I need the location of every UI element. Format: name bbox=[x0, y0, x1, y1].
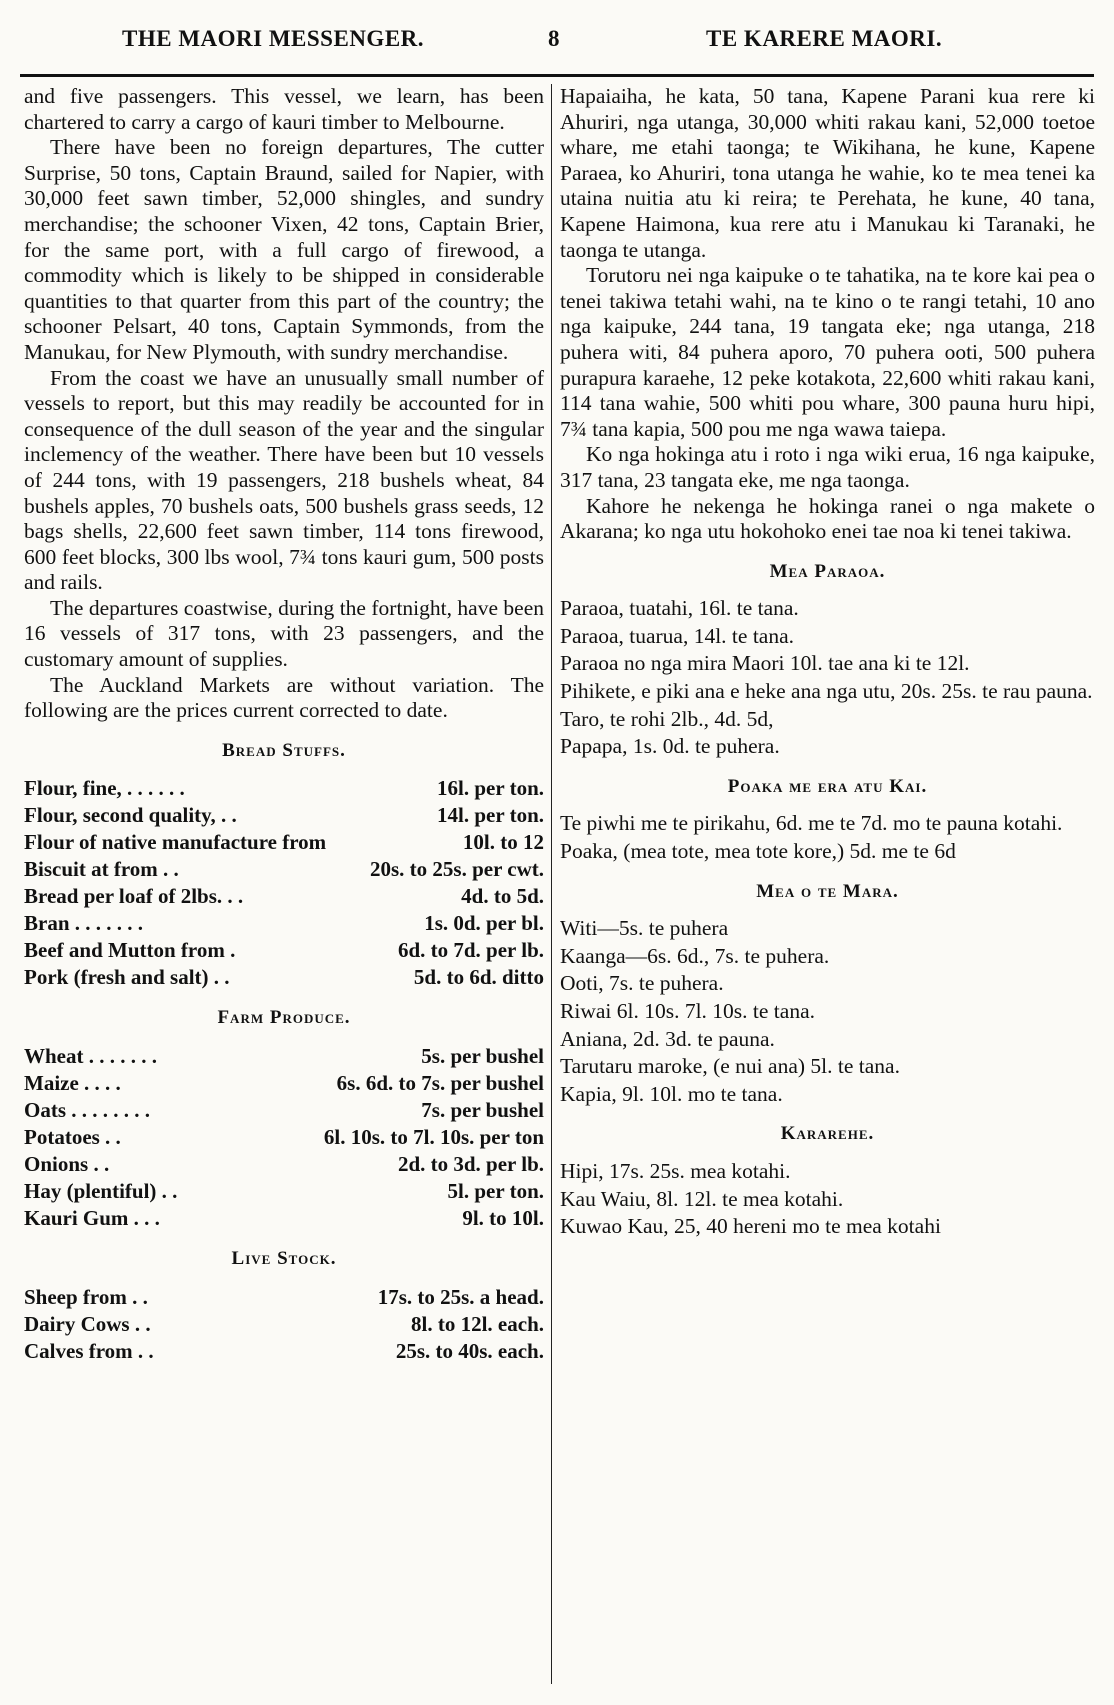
price-value: 4d. to 5d. bbox=[461, 884, 544, 909]
list-item: Taro, te rohi 2lb., 4d. 5d, bbox=[560, 706, 774, 731]
price-value: 8l. to 12l. each. bbox=[411, 1311, 544, 1336]
section-heading: Mea Paraoa. bbox=[769, 560, 886, 582]
list-item: Paraoa, tuarua, 14l. te tana. bbox=[560, 623, 795, 648]
list-item: Pihikete, e piki ana e heke ana nga utu, 20s. 25s. te rau pauna. bbox=[560, 679, 1093, 704]
maori-paragraph: Hapaiaiha, he kata, 50 tana, Kapene Parani kua rere ki Ahuriri, nga utanga, 30,000 whiti rakau kani, 52,000 toetoe whare, me etahi taonga; te Wikihana, he kune, Kapene Paraea, ko Ahuriri, tona utanga he wahie, ko te mea tenei ka utaina nuitia atu ki reira; te Perehata, he kune, 40 tana, Kapene Haimona, kua rere atu i Manukau ki Taranaki, he taonga te utanga. bbox=[560, 84, 1095, 262]
list-item: Aniana, 2d. 3d. te pauna. bbox=[560, 1026, 775, 1051]
price-value: 17s. to 25s. a head. bbox=[377, 1284, 544, 1309]
price-label: Oats . . . . . . . . bbox=[24, 1098, 150, 1123]
price-label: Beef and Mutton from . bbox=[24, 938, 236, 963]
section-heading: Live Stock. bbox=[231, 1248, 337, 1270]
list-item: Kaanga—6s. 6d., 7s. te puhera. bbox=[560, 943, 830, 968]
maori-paragraph: Torutoru nei nga kaipuke o te tahatika, na te kore kai pea o tenei takiwa tetahi wahi, na te kino o te rangi tetahi, 10 ano nga kaipuke, 244 tana, 19 tangata eke; nga utanga, 218 puhera witi, 84 puhera aporo, 70 puhera ooti, 500 puhera purapura karaehe, 12 peke kotakota, 22,600 whiti rakau kani, 114 tana wahie, 500 whiti pou whare, 300 pauna huru hipi, 7¾ tana kapia, 500 pou me nga wawa taiepa. bbox=[560, 263, 1095, 441]
list-item: Paraoa no nga mira Maori 10l. tae ana ki te 12l. bbox=[560, 651, 970, 676]
list-item: Riwai 6l. 10s. 7l. 10s. te tana. bbox=[560, 999, 815, 1023]
price-label: Hay (plentiful) . . bbox=[24, 1179, 178, 1204]
price-row bbox=[24, 1151, 544, 1178]
header-rule bbox=[20, 74, 1094, 77]
price-row bbox=[24, 883, 544, 910]
price-value: 6s. 6d. to 7s. per bushel bbox=[336, 1071, 544, 1096]
price-value: 14l. per ton. bbox=[437, 803, 544, 828]
list-item: Ooti, 7s. te puhera. bbox=[560, 971, 724, 996]
list-item: Poaka, (mea tote, mea tote kore,) 5d. me te 6d bbox=[560, 839, 956, 864]
price-label: Flour, second quality, . . bbox=[24, 803, 237, 828]
price-label: Potatoes . . bbox=[24, 1125, 121, 1150]
price-label: Pork (fresh and salt) . . bbox=[24, 965, 230, 990]
price-value: 6l. 10s. to 7l. 10s. per ton bbox=[323, 1125, 544, 1150]
list-item: Te piwhi me te pirikahu, 6d. me te 7d. mo te pauna kotahi. bbox=[560, 811, 1063, 836]
price-row bbox=[24, 1284, 544, 1311]
price-value: 25s. to 40s. each. bbox=[395, 1338, 544, 1363]
price-label: Flour, fine, . . . . . . bbox=[24, 776, 185, 801]
price-row bbox=[24, 775, 544, 802]
list-item: Witi—5s. te puhera bbox=[560, 916, 729, 941]
price-label: Maize . . . . bbox=[24, 1071, 121, 1096]
english-paragraph: and five passengers. This vessel, we learn, has been chartered to carry a cargo of kauri timber to Melbourne. bbox=[24, 84, 544, 134]
price-label: Dairy Cows . . bbox=[24, 1311, 151, 1336]
price-row bbox=[24, 829, 544, 856]
maori-title: TE KARERE MAORI. bbox=[706, 26, 943, 51]
price-label: Bread per loaf of 2lbs. . . bbox=[24, 884, 244, 909]
list-item: Kau Waiu, 8l. 12l. te mea kotahi. bbox=[560, 1186, 844, 1211]
english-paragraph: The Auckland Markets are without variation. The following are the prices current corrected to date. bbox=[24, 672, 544, 723]
price-value: 1s. 0d. per bl. bbox=[424, 911, 544, 936]
price-row bbox=[24, 1097, 544, 1124]
section-heading: Farm Produce. bbox=[217, 1007, 351, 1029]
section-heading: Mea o te Mara. bbox=[756, 880, 899, 902]
price-value: 10l. to 12 bbox=[462, 830, 544, 855]
masthead bbox=[20, 18, 1094, 62]
price-label: Flour of native manufacture from bbox=[24, 830, 327, 855]
english-title: THE MAORI MESSENGER. bbox=[122, 26, 425, 51]
list-item: Kapia, 9l. 10l. mo te tana. bbox=[560, 1081, 783, 1106]
price-label: Kauri Gum . . . bbox=[24, 1206, 160, 1231]
price-row bbox=[24, 1205, 544, 1232]
price-row bbox=[24, 964, 544, 991]
price-label: Wheat . . . . . . . bbox=[24, 1044, 157, 1069]
list-item: Papapa, 1s. 0d. te puhera. bbox=[560, 734, 780, 759]
price-row bbox=[24, 1311, 544, 1338]
price-row bbox=[24, 1124, 544, 1151]
list-item: Kuwao Kau, 25, 40 hereni mo te mea kotahi bbox=[560, 1214, 941, 1239]
english-paragraph: There have been no foreign departures, The cutter Surprise, 50 tons, Captain Braund, sailed for Napier, with 30,000 feet sawn timber, 52,000 shingles, and sundry merchandise; the schooner Vixen, 42 tons, Captain Brier, for the same port, with a full cargo of firewood, a commodity which is likely to be shipped in considerable quantities to that quarter from this part of the country; the schooner Pelsart, 40 tons, Captain Symmonds, from the Manukau, for New Plymouth, with sundry merchandise. bbox=[24, 135, 544, 364]
maori-paragraph: Ko nga hokinga atu i roto i nga wiki erua, 16 nga kaipuke, 317 tana, 23 tangata eke, me nga taonga. bbox=[560, 442, 1095, 492]
list-item: Tarutaru maroke, (e nui ana) 5l. te tana. bbox=[560, 1054, 900, 1079]
section-heading: Bread Stuffs. bbox=[222, 739, 346, 761]
price-row bbox=[24, 856, 544, 883]
price-row bbox=[24, 1338, 544, 1365]
price-value: 6d. to 7d. per lb. bbox=[397, 938, 544, 963]
section-heading: Poaka me era atu Kai. bbox=[727, 775, 928, 797]
english-paragraph: The departures coastwise, during the fortnight, have been 16 vessels of 317 tons, with 23 passengers, and the customary amount of supplies. bbox=[24, 595, 544, 672]
list-item: Paraoa, tuatahi, 16l. te tana. bbox=[560, 596, 799, 621]
price-value: 9l. to 10l. bbox=[462, 1206, 544, 1231]
maori-paragraph: Kahore he nekenga he hokinga ranei o nga makete o Akarana; ko nga utu hokohoko enei tae noa ki tenei takiwa. bbox=[560, 493, 1095, 544]
price-row bbox=[24, 1070, 544, 1097]
price-label: Sheep from . . bbox=[24, 1284, 148, 1309]
price-row bbox=[24, 1043, 544, 1070]
price-label: Bran . . . . . . . bbox=[24, 911, 144, 936]
price-row bbox=[24, 1178, 544, 1205]
price-value: 5s. per bushel bbox=[421, 1044, 544, 1069]
price-value: 20s. to 25s. per cwt. bbox=[369, 857, 544, 882]
list-item: Hipi, 17s. 25s. mea kotahi. bbox=[560, 1158, 791, 1183]
english-column bbox=[24, 84, 544, 1365]
page-number: 8 bbox=[548, 26, 560, 51]
price-row bbox=[24, 910, 544, 937]
price-value: 5d. to 6d. ditto bbox=[413, 965, 544, 990]
maori-column bbox=[560, 84, 1095, 1242]
price-row bbox=[24, 937, 544, 964]
price-value: 5l. per ton. bbox=[447, 1179, 544, 1204]
price-value: 16l. per ton. bbox=[437, 776, 544, 801]
price-value: 7s. per bushel bbox=[421, 1098, 544, 1123]
price-label: Calves from . . bbox=[24, 1338, 154, 1363]
column-divider bbox=[551, 84, 552, 1684]
price-label: Biscuit at from . . bbox=[24, 857, 179, 882]
section-heading: Kararehe. bbox=[780, 1123, 875, 1145]
price-value: 2d. to 3d. per lb. bbox=[397, 1152, 544, 1177]
price-label: Onions . . bbox=[24, 1152, 110, 1177]
price-row bbox=[24, 802, 544, 829]
english-paragraph: From the coast we have an unusually small number of vessels to report, but this may readily be accounted for in consequence of the dull season of the year and the singular inclemency of the weather. There have been but 10 vessels of 244 tons, with 19 passengers, 218 bushels wheat, 84 bushels apples, 70 bushels oats, 500 bushels grass seeds, 12 bags shells, 22,600 feet sawn timber, 114 tons firewood, 600 feet blocks, 300 lbs wool, 7¾ tons kauri gum, 500 posts and rails. bbox=[24, 365, 544, 595]
